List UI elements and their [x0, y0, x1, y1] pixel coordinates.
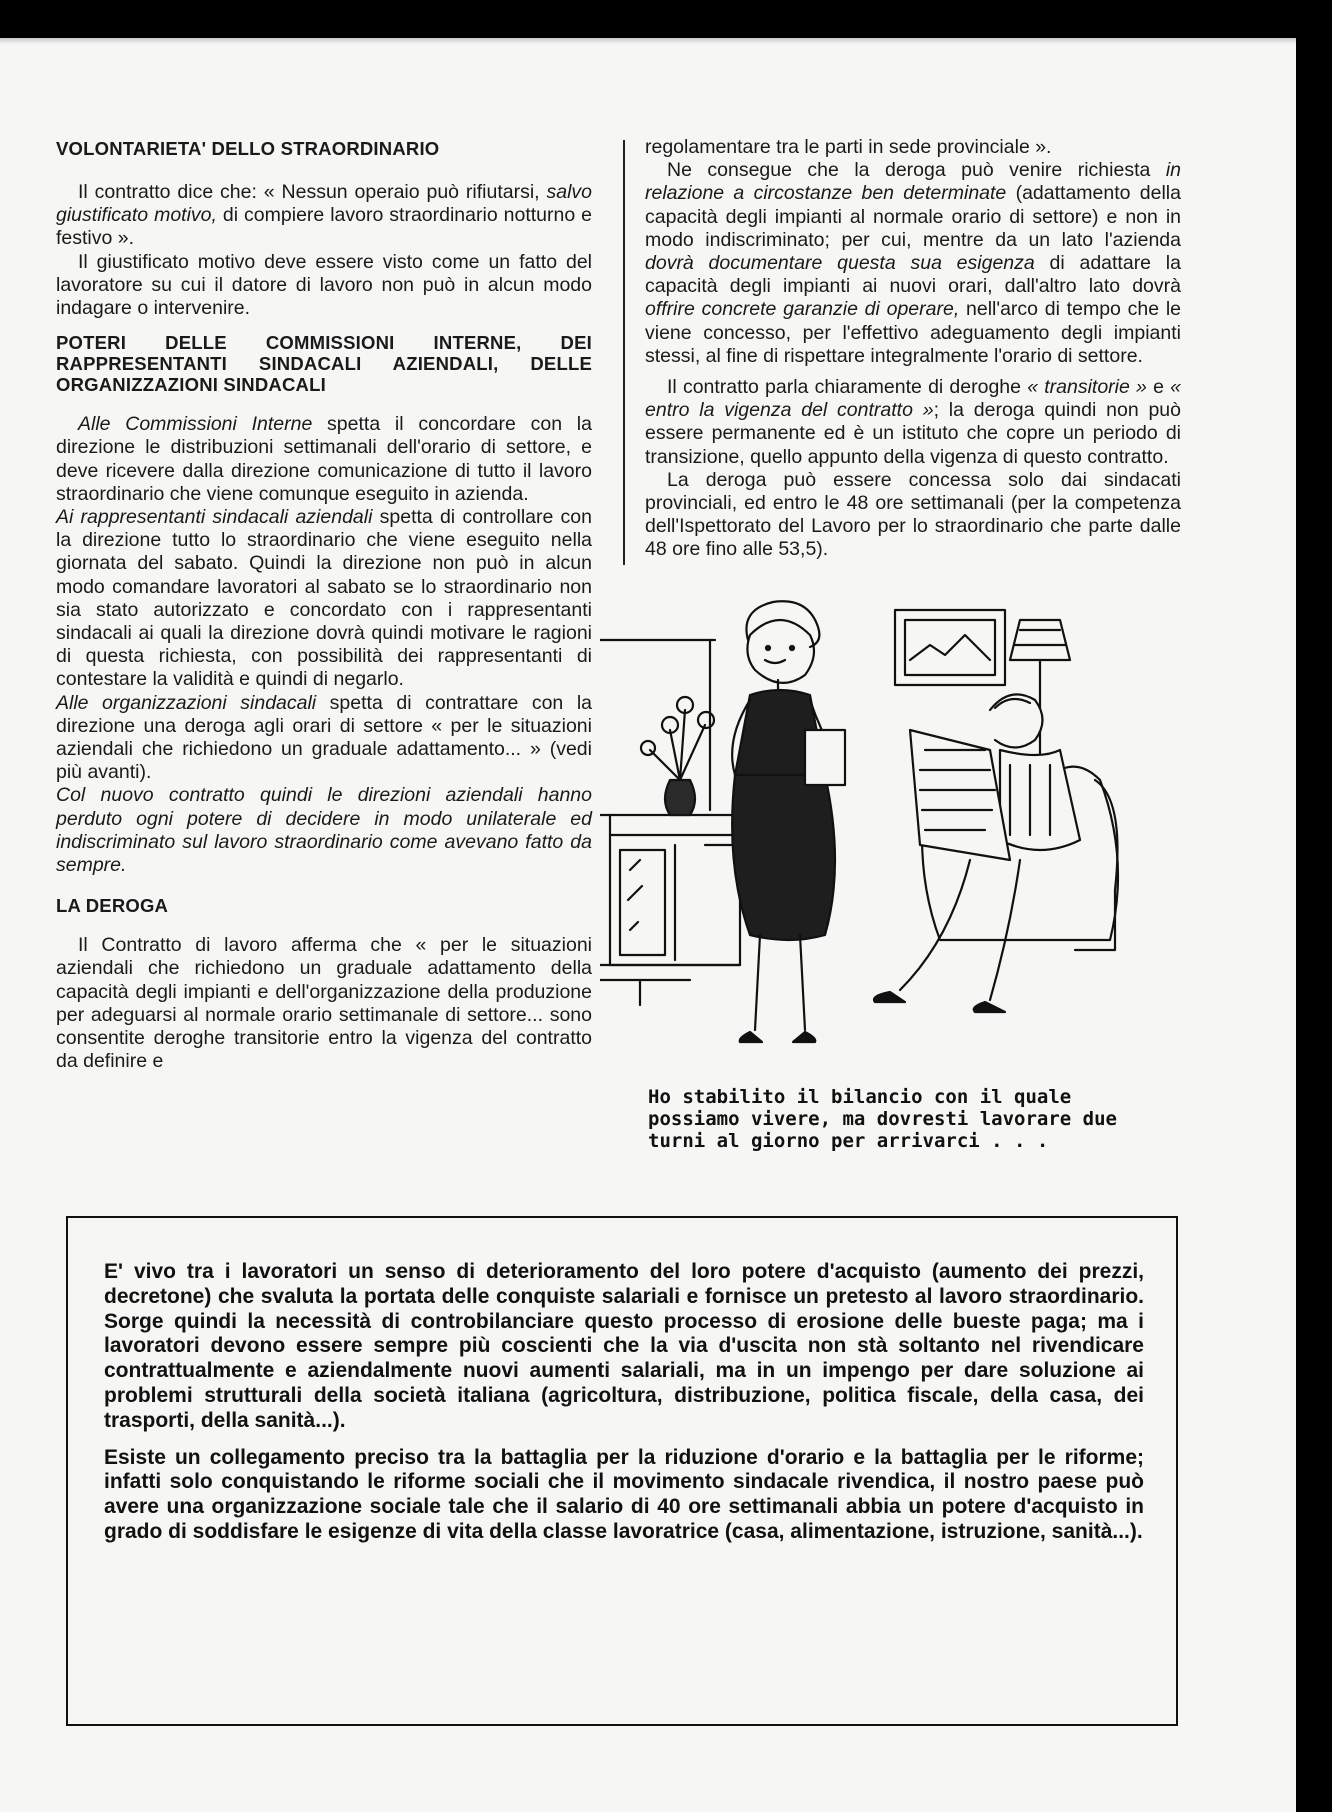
paragraph-ne-consegue: Ne consegue che la deroga può venire richiesta in relazione a circostanze ben determinate (adattamento della capacità degli impianti al normale orario di settore) e non in modo indiscriminato; per cui, mentre da un lato l'azienda dovrà documentare questa sua esigenza di adattare la capacità degli impianti ai nuovi orari, dall'altro lato dovrà offrire concrete garanzie di operare, nell'arco di tempo che le viene concesso, per l'effettivo adeguamento degli impianti stessi, al fine di rispettare integralmente l'orario di settore. — [645, 159, 1181, 367]
paragraph-nuovo-contratto: Col nuovo contratto quindi le direzioni aziendali hanno perduto ogni potere di decidere in modo unilaterale ed indiscriminato sul lavoro straordinario come avevano fatto da sempre. — [56, 784, 592, 877]
paragraph-sindacati-provinciali: La deroga può essere concessa solo dai sindacati provinciali, ed entro le 48 ore settimanali (per la competenza dell'Ispettorato del Lavoro per lo straordinario che parte dalle 48 ore fino alle 53,5). — [645, 468, 1181, 561]
wall-painting — [895, 610, 1005, 685]
highlight-box — [66, 1216, 1178, 1726]
right-column — [645, 138, 1181, 562]
page-top-edge — [0, 38, 1296, 44]
heading-poteri: POTERI DELLE COMMISSIONI INTERNE, DEI RAPPRESENTANTI SINDACALI AZIENDALI, DELLE ORGANIZZAZIONI SINDACALI — [56, 332, 592, 396]
highlight-box-content — [104, 1260, 1144, 1557]
box-paragraph-potere-acquisto: E' vivo tra i lavoratori un senso di deterioramento del loro potere d'acquisto (aumento dei prezzi, decretone) che svaluta la portata delle conquiste salariali e fornisce un pretesto al lavoro straordinario. Sorge quindi la necessità di controbilanciare questo processo di erosione delle bueste paga; ma i lavoratori devono essere sempre più coscienti che la via d'uscita non stà soltanto nel rivendicare contrattualmente e aziendalmente nuovi aumenti salariali, ma in un impengo per dare soluzione ai problemi strutturali della società italiana (agricoltura, distribuzione, politica fiscale, della casa, dei trasporti, della sanità...). — [104, 1260, 1144, 1432]
paragraph-contratto: Il contratto dice che: « Nessun operaio può rifiutarsi, salvo giustificato motivo, di compiere lavoro straordinario notturno e festivo ». — [56, 181, 592, 250]
heading-deroga: LA DEROGA — [56, 895, 169, 917]
cartoon-illustration — [600, 600, 1260, 1080]
woman-figure — [732, 601, 845, 1042]
paragraph-transitorie: Il contratto parla chiaramente di deroghe « transitorie » e « entro la vigenza del contratto »; la deroga quindi non può essere permanente ed è un istituto che copre un periodo di transizione, quello appunto della vigenza di questo contratto. — [645, 376, 1181, 468]
paragraph-giustificato: Il giustificato motivo deve essere visto come un fatto del lavoratore su cui il datore di lavoro non può in alcun modo indagare o intervenire. — [56, 250, 592, 320]
man-reading-newspaper — [874, 694, 1118, 1012]
paragraph-organizzazioni: Alle organizzazioni sindacali spetta di contrattare con la direzione una deroga agli orari di settore « per le situazioni aziendali che richiedono un graduale adattamento... » (vedi più avanti). — [56, 691, 592, 784]
paragraph-commissioni: Alle Commissioni Interne spetta il concordare con la direzione le distribuzioni settimanali dell'orario di settore, e deve ricevere dalla direzione comunicazione di tutto il lavoro straordinario che viene comunque eseguito in azienda. — [56, 413, 592, 505]
box-paragraph-riforme: Esiste un collegamento preciso tra la battaglia per la riduzione d'orario e la battaglia per le riforme; infatti solo conquistando le riforme sociali che il movimento sindacale rivendica, il nostro paese può avere una organizzazione sociale tale che il salario di 40 ore settimanali abbia un potere d'acquisto in grado di soddisfare le esigenze di vita della classe lavoratrice (casa, alimentazione, istruzione, sanità...). — [104, 1445, 1144, 1543]
heading-volontarieta: VOLONTARIETA' DELLO STRAORDINARIO — [56, 138, 440, 159]
column-divider — [623, 140, 625, 565]
left-column — [56, 138, 592, 1074]
paragraph-deroga: Il Contratto di lavoro afferma che « per le situazioni aziendali che richiedono un graduale adattamento della capacità degli impianti e dell'organizzazione della produzione per adeguarsi al normale orario settimanale di settore... sono consentite deroghe transitorie entro la vigenza del contratto da definire e — [56, 934, 592, 1073]
cabinet — [600, 815, 740, 1005]
cartoon-caption: Ho stabilito il bilancio con il quale possiamo vivere, ma dovresti lavorare due turni al giorno per arrivarci . . . — [648, 1086, 1117, 1152]
paragraph-rappresentanti: Ai rappresentanti sindacali aziendali spetta di controllare con la direzione tutto lo straordinario che viene eseguito nella giornata del sabato. Quindi la direzione non può in alcun modo comandare lavoratori al sabato se lo straordinario non sia stato autorizzato e concordato con i rappresentanti sindacali ai quali la direzione dovrà quindi motivare le ragioni di questa richiesta, con possibilità dei rappresentanti di contestare la validità e quindi di negarlo. — [56, 506, 592, 691]
vase-with-flowers — [641, 697, 714, 815]
paragraph-regolamentare: regolamentare tra le parti in sede provinciale ». — [645, 136, 1052, 158]
